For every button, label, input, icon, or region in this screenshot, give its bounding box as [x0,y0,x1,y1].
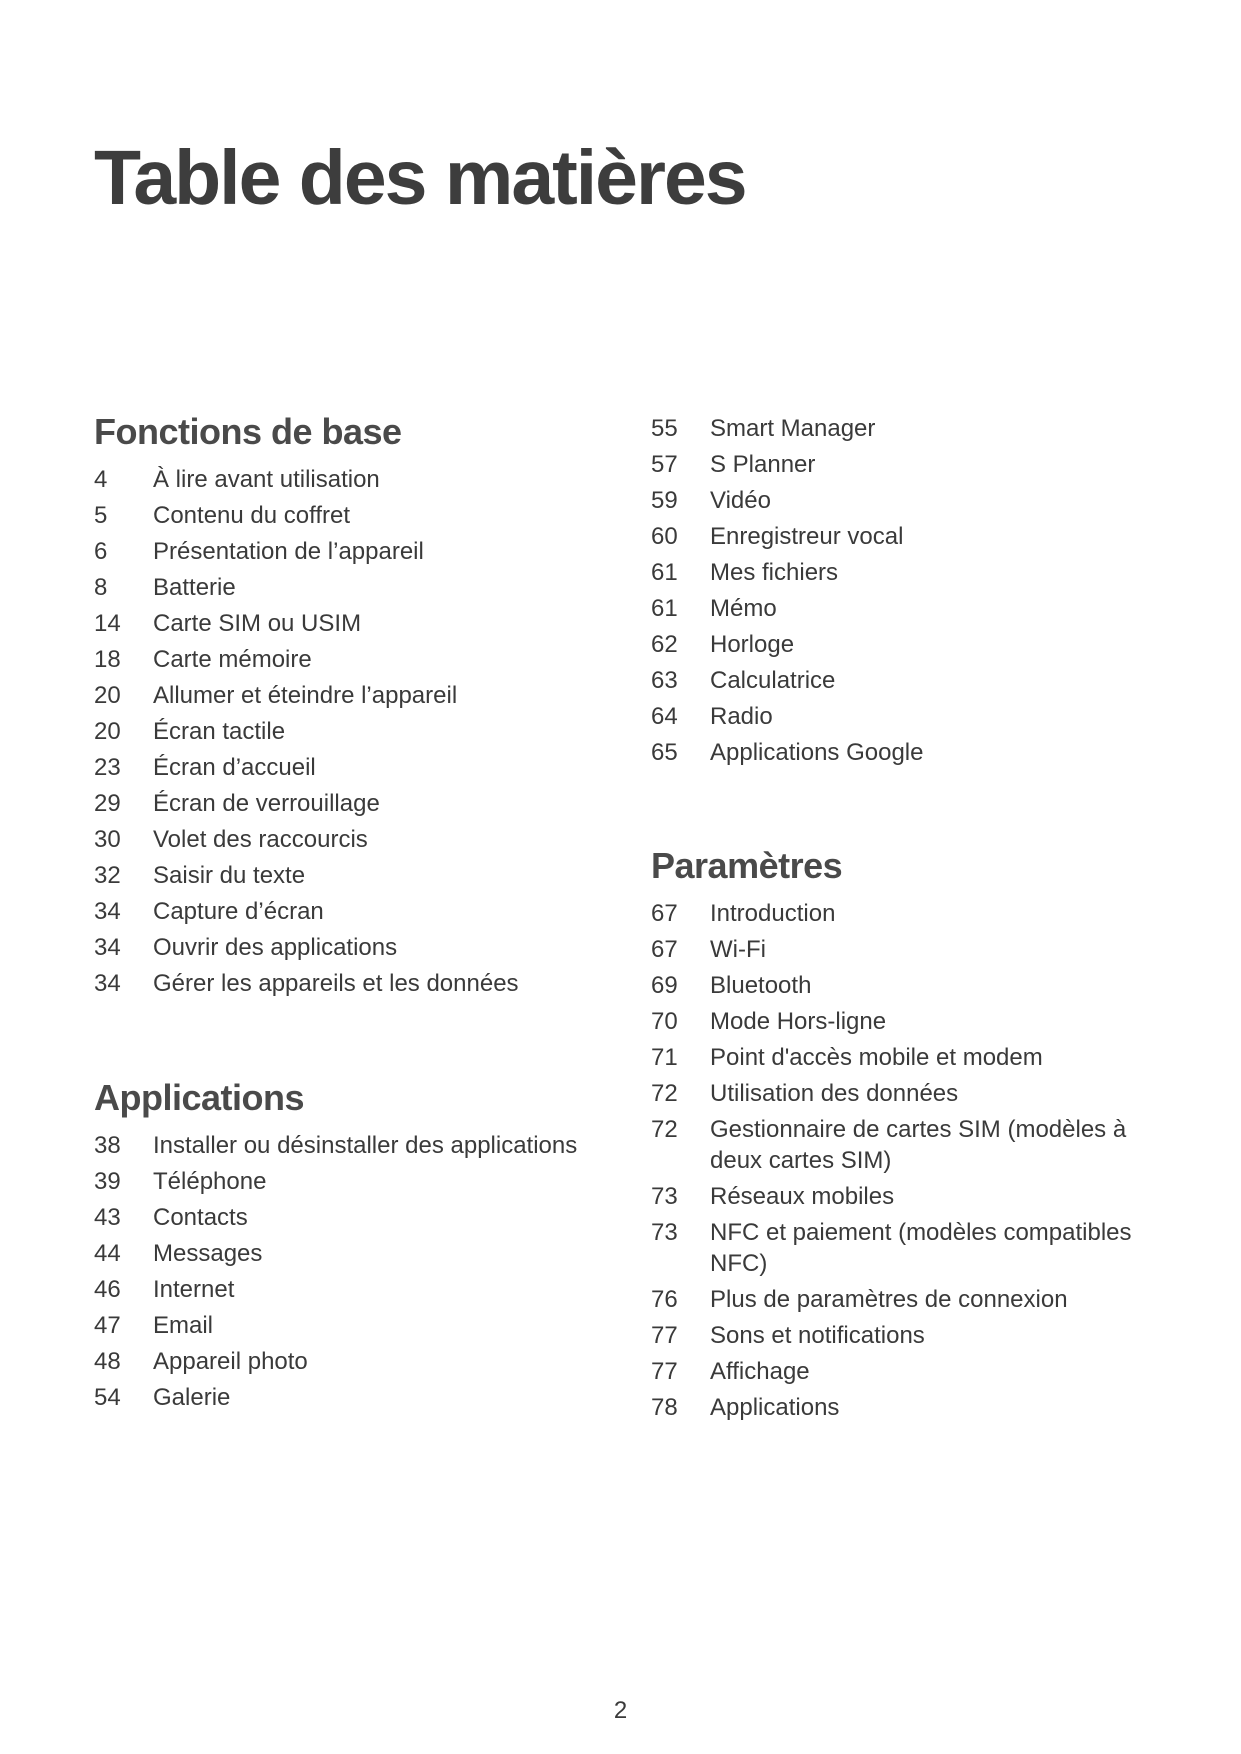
toc-entry[interactable] [94,1343,594,1379]
toc-page-number: 69 [651,972,678,1000]
toc-entry[interactable] [94,1199,594,1235]
toc-entry-label: Réseaux mobiles [710,1183,895,1211]
toc-page-number: 6 [94,538,108,566]
toc-entry[interactable] [651,482,1151,518]
toc-entry[interactable] [94,462,594,498]
toc-entry[interactable] [651,1282,1151,1318]
toc-entry[interactable] [651,554,1151,590]
toc-list [94,462,594,1002]
toc-page-number: 20 [94,718,121,746]
toc-page-number: 67 [651,900,678,928]
toc-entry-label: Écran tactile [153,718,286,746]
toc-entry-label: Bluetooth [710,972,812,1000]
toc-entry[interactable] [94,534,594,570]
toc-entry[interactable] [651,518,1151,554]
toc-page-number: 61 [651,594,678,622]
toc-entry-label: À lire avant utilisation [153,466,380,494]
toc-entry-label: Carte SIM ou USIM [153,610,362,638]
toc-list [651,410,1151,770]
toc-entry-label: Batterie [153,574,236,602]
toc-page-number: 34 [94,934,121,962]
toc-entry-label: Sons et notifications [710,1322,925,1350]
toc-list [651,896,1151,1426]
toc-page-number: 73 [651,1183,678,1211]
toc-entry-label: Présentation de l’appareil [153,538,424,566]
toc-entry-label: Calculatrice [710,666,836,694]
toc-page-number: 77 [651,1358,678,1386]
toc-entry-label: Vidéo [710,486,771,514]
toc-entry[interactable] [94,642,594,678]
section-heading: Applications [94,1076,305,1118]
toc-entry-label: Radio [710,702,773,730]
toc-entry[interactable] [651,1215,1151,1282]
toc-entry[interactable] [651,734,1151,770]
toc-page-number: 18 [94,646,121,674]
toc-entry[interactable] [651,590,1151,626]
toc-page-number: 5 [94,502,108,530]
toc-entry-label: Internet [153,1275,235,1303]
toc-entry-label: Wi-Fi [710,936,766,964]
toc-page-number: 72 [651,1116,678,1144]
toc-page-number: 62 [651,630,678,658]
left-column [94,412,594,1415]
toc-page-number: 76 [651,1286,678,1314]
toc-entry[interactable] [94,786,594,822]
toc-entry-label: Smart Manager [710,414,876,442]
toc-entry[interactable] [94,570,594,606]
toc-page-number: 14 [94,610,121,638]
toc-entry-label: Contacts [153,1203,248,1231]
toc-entry[interactable] [651,626,1151,662]
toc-entry[interactable] [94,894,594,930]
toc-entry[interactable] [651,1318,1151,1354]
toc-entry[interactable] [94,822,594,858]
toc-entry-label: Mes fichiers [710,558,839,586]
toc-entry-label: Téléphone [153,1167,267,1195]
toc-entry-label: Contenu du coffret [153,502,351,530]
toc-entry[interactable] [651,1004,1151,1040]
toc-entry[interactable] [651,1179,1151,1215]
toc-entry-label: Utilisation des données [710,1080,959,1108]
toc-page-number: 23 [94,754,121,782]
toc-page-number: 43 [94,1203,121,1231]
toc-page-number: 44 [94,1239,121,1267]
toc-entry[interactable] [651,896,1151,932]
toc-entry[interactable] [651,1112,1151,1179]
toc-page-number: 61 [651,558,678,586]
toc-page-number: 8 [94,574,108,602]
toc-entry-label: Saisir du texte [153,862,306,890]
toc-entry[interactable] [651,698,1151,734]
toc-page-number: 63 [651,666,678,694]
toc-page-number: 20 [94,682,121,710]
toc-entry-label: Enregistreur vocal [710,522,904,550]
toc-entry-label: Horloge [710,630,795,658]
toc-entry-label: Carte mémoire [153,646,312,674]
toc-entry-label: Installer ou désinstaller des applications [153,1131,578,1159]
toc-page-number: 71 [651,1044,678,1072]
toc-entry[interactable] [651,932,1151,968]
toc-entry[interactable] [651,1354,1151,1390]
toc-page-number: 67 [651,936,678,964]
toc-entry[interactable] [94,930,594,966]
toc-page-number: 59 [651,486,678,514]
toc-page-number: 39 [94,1167,121,1195]
toc-page-number: 34 [94,970,121,998]
toc-entry-label: Ouvrir des applications [153,934,398,962]
toc-page-number: 38 [94,1131,121,1159]
section-parametres [651,846,1151,1426]
toc-entry-label: Plus de paramètres de connexion [710,1286,1068,1314]
section-heading: Paramètres [651,845,843,886]
toc-entry-label: Allumer et éteindre l’appareil [153,682,458,710]
toc-entry[interactable] [94,498,594,534]
toc-entry-label: Affichage [710,1358,810,1386]
toc-page-number: 57 [651,450,678,478]
toc-entry[interactable] [94,714,594,750]
toc-page-number: 65 [651,738,678,766]
toc-entry-label: Introduction [710,900,836,928]
toc-page-number: 29 [94,790,121,818]
section-fonctions-de-base [94,412,594,1002]
toc-entry[interactable] [651,446,1151,482]
toc-entry-label: Écran de verrouillage [153,790,380,818]
toc-entry-label: Galerie [153,1383,231,1411]
toc-entry[interactable] [651,1076,1151,1112]
toc-page-number: 54 [94,1383,121,1411]
toc-page-number: 47 [94,1311,121,1339]
page-title: Table des matières [94,135,746,221]
toc-entry-label: Applications Google [710,738,924,766]
toc-entry[interactable] [651,1040,1151,1076]
toc-page-number: 34 [94,898,121,926]
toc-entry[interactable] [651,662,1151,698]
toc-entry-label: Appareil photo [153,1347,308,1375]
page-number: 2 [613,1697,628,1724]
toc-entry-label: S Planner [710,450,816,478]
toc-entry[interactable] [94,1307,594,1343]
toc-entry[interactable] [94,966,594,1002]
section-applications [94,1078,594,1416]
toc-page-number: 60 [651,522,678,550]
toc-page-number: 78 [651,1394,678,1422]
toc-entry-label: Gestionnaire de cartes SIM (modèles à deux cartes SIM) [710,1116,1127,1175]
toc-entry[interactable] [94,1271,594,1307]
toc-entry-label: Messages [153,1239,263,1267]
toc-page-number: 73 [651,1219,678,1247]
toc-page-number: 55 [651,414,678,442]
section-applications-continued [651,410,1151,770]
toc-entry-label: NFC et paiement (modèles compatibles NFC) [710,1219,1132,1278]
toc-page-number: 48 [94,1347,121,1375]
right-column [651,410,1151,1426]
toc-page-number: 30 [94,826,121,854]
toc-entry[interactable] [94,606,594,642]
toc-entry-label: Mémo [710,594,777,622]
toc-page-number: 72 [651,1080,678,1108]
toc-entry-label: Écran d’accueil [153,754,316,782]
toc-entry[interactable] [94,858,594,894]
toc-page-number: 4 [94,466,108,494]
toc-page-number: 46 [94,1275,121,1303]
toc-entry-label: Point d'accès mobile et modem [710,1044,1043,1072]
toc-entry-label: Volet des raccourcis [153,826,368,854]
toc-entry-label: Email [153,1311,214,1339]
section-heading: Fonctions de base [94,411,402,452]
toc-page-number: 32 [94,862,121,890]
toc-entry[interactable] [651,1390,1151,1426]
toc-entry[interactable] [651,968,1151,1004]
toc-entry[interactable] [94,1235,594,1271]
toc-entry-label: Applications [710,1394,840,1422]
toc-page-number: 70 [651,1008,678,1036]
toc-entry[interactable] [94,1163,594,1199]
toc-page-number: 64 [651,702,678,730]
toc-entry-label: Mode Hors-ligne [710,1008,887,1036]
toc-entry[interactable] [94,1127,594,1163]
toc-entry-label: Capture d’écran [153,898,324,926]
toc-entry-label: Gérer les appareils et les données [153,970,519,998]
toc-entry[interactable] [94,678,594,714]
toc-page-number: 77 [651,1322,678,1350]
toc-entry[interactable] [651,410,1151,446]
toc-entry[interactable] [94,1379,594,1415]
toc-entry[interactable] [94,750,594,786]
toc-list [94,1127,594,1415]
